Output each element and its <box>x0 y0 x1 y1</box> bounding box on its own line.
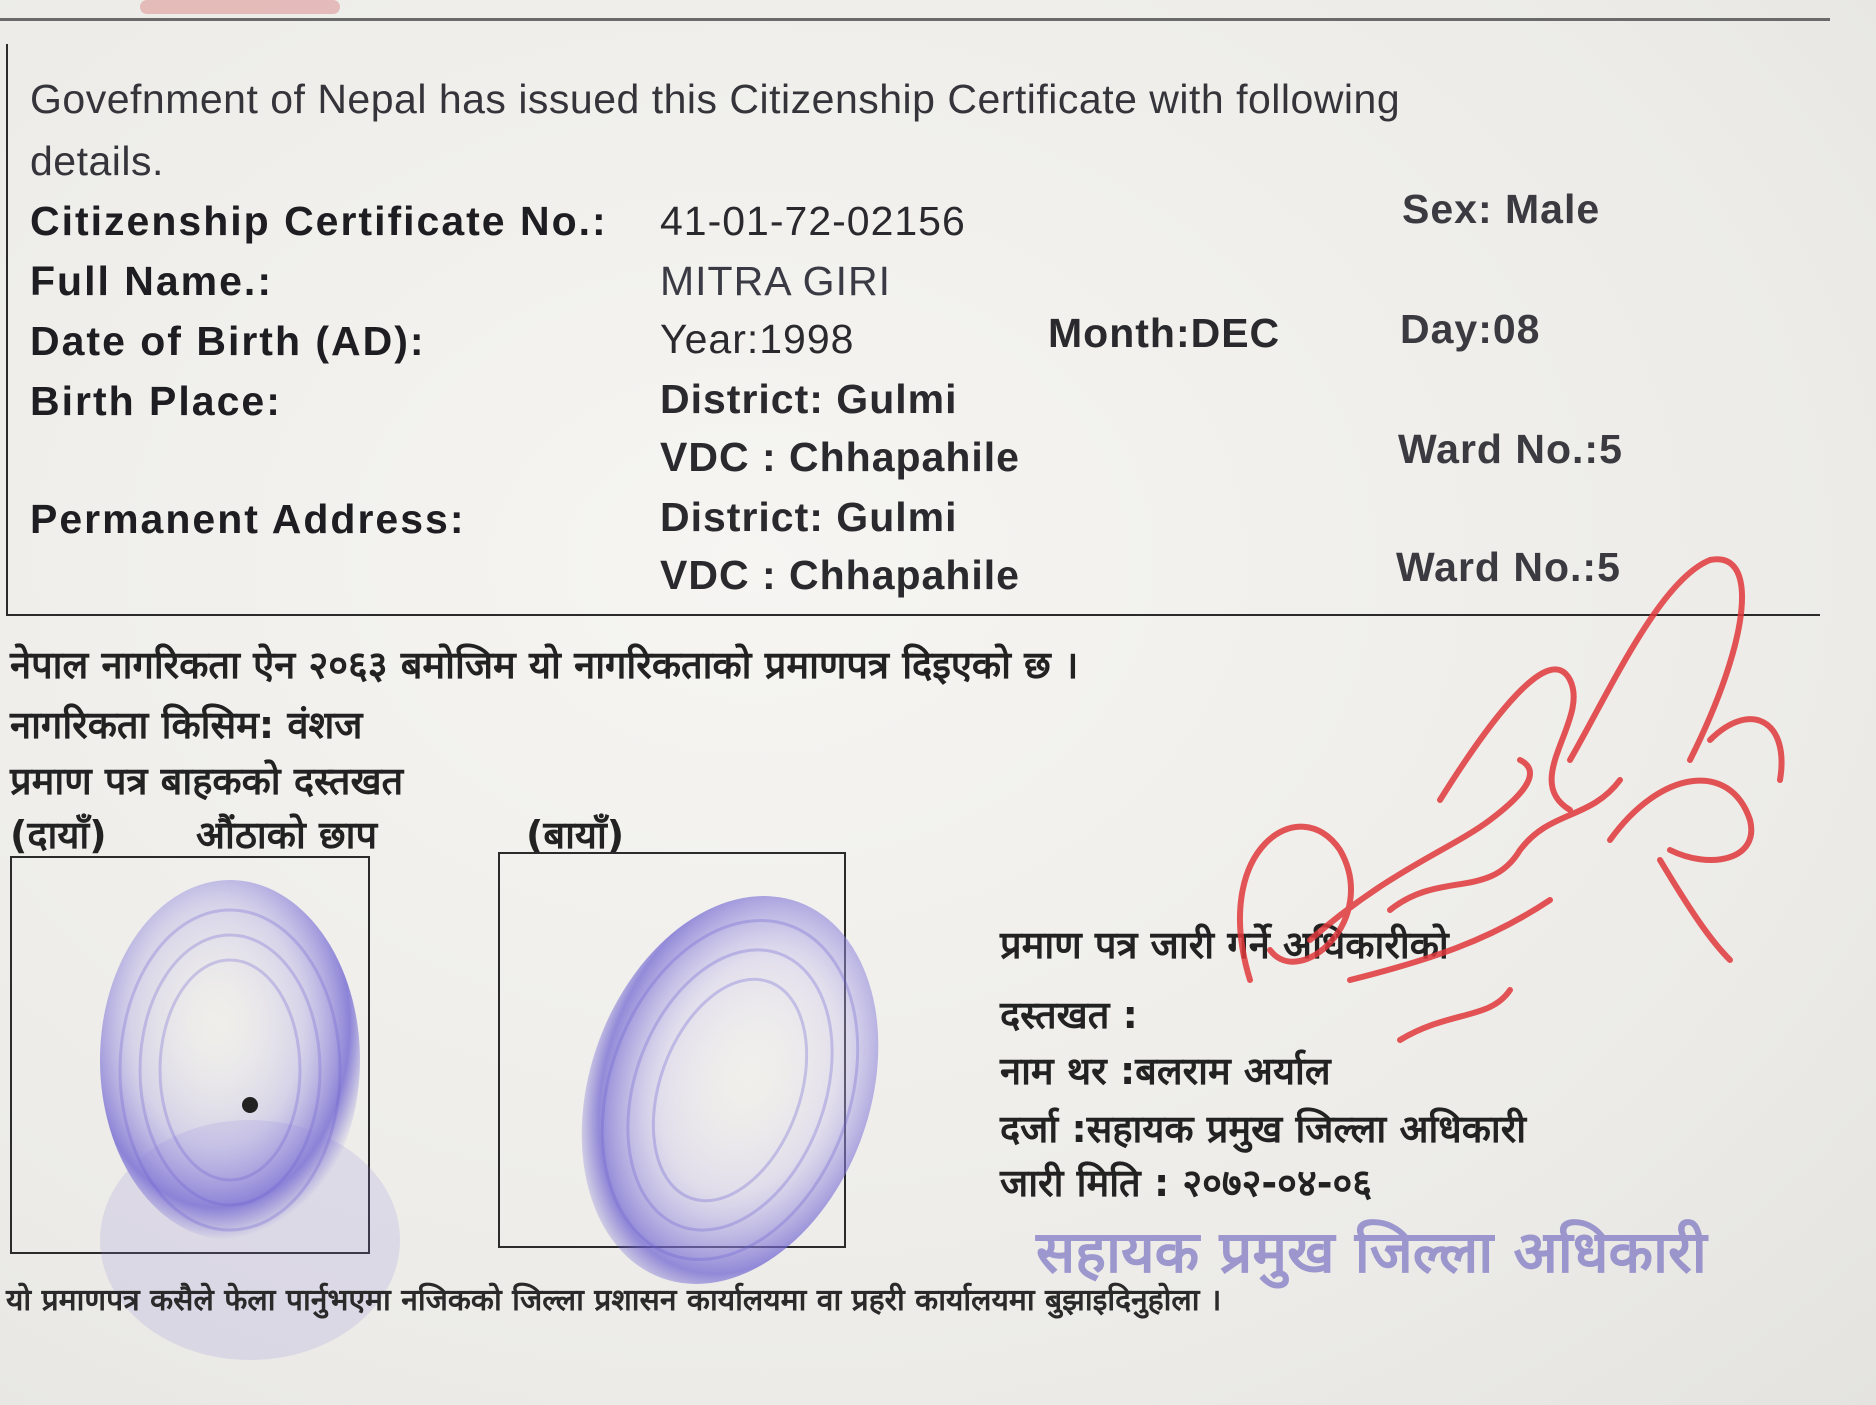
officer-name: नाम थर :बलराम अर्याल <box>1000 1049 1331 1093</box>
left-thumb-label: (बायाँ) <box>526 813 625 857</box>
red-signature-seal <box>1190 520 1840 1080</box>
sex-value: Sex: Male <box>1402 186 1601 232</box>
birthplace-ward: Ward No.:5 <box>1398 426 1623 472</box>
dob-label: Date of Birth (AD): <box>30 318 426 364</box>
citizenship-type: नागरिकता किसिम: वंशज <box>10 703 363 747</box>
birthplace-vdc: VDC : Chhapahile <box>660 434 1020 480</box>
right-thumb-label: (दायाँ) <box>10 813 107 857</box>
address-label: Permanent Address: <box>30 496 466 542</box>
issue-date: जारी मिति : २०७२-०४-०६ <box>1000 1161 1372 1205</box>
cert-no-label: Citizenship Certificate No.: <box>30 198 608 244</box>
dob-year: Year:1998 <box>660 316 855 362</box>
birthplace-label: Birth Place: <box>30 378 282 424</box>
cert-no-value: 41-01-72-02156 <box>660 198 966 244</box>
officer-title: प्रमाण पत्र जारी गर्ने अधिकारीको <box>1000 923 1449 967</box>
name-value: MITRA GIRI <box>660 258 891 304</box>
address-vdc: VDC : Chhapahile <box>660 552 1020 598</box>
return-notice: यो प्रमाणपत्र कसैले फेला पार्नुभएमा नजिकको जिल्ला प्रशासन कार्यालयमा वा प्रहरी कार्यालयमा बुझाइदिनुहोला । <box>6 1283 1222 1318</box>
dob-month: Month:DEC <box>1048 310 1281 356</box>
officer-rank: दर्जा :सहायक प्रमुख जिल्ला अधिकारी <box>1000 1107 1527 1151</box>
holder-signature-label: प्रमाण पत्र बाहकको दस्तखत <box>10 759 404 803</box>
dob-day: Day:08 <box>1400 306 1541 352</box>
officer-signature-label: दस्तखत : <box>1000 993 1138 1037</box>
intro-line-1: Govefnment of Nepal has issued this Citizenship Certificate with following <box>30 76 1401 122</box>
officer-stamp: सहायक प्रमुख जिल्ला अधिकारी <box>1036 1218 1707 1286</box>
top-rule <box>0 18 1830 21</box>
birthplace-district: District: Gulmi <box>660 376 958 422</box>
act-line: नेपाल नागरिकता ऐन २०६३ बमोजिम यो नागरिकताको प्रमाणपत्र दिइएको छ । <box>10 643 1079 687</box>
address-ward: Ward No.:5 <box>1396 544 1621 590</box>
thumbprint-label: औंठाको छाप <box>196 813 378 857</box>
name-label: Full Name.: <box>30 258 273 304</box>
intro-line-2: details. <box>30 138 164 184</box>
top-smudge <box>140 0 340 14</box>
address-district: District: Gulmi <box>660 494 958 540</box>
